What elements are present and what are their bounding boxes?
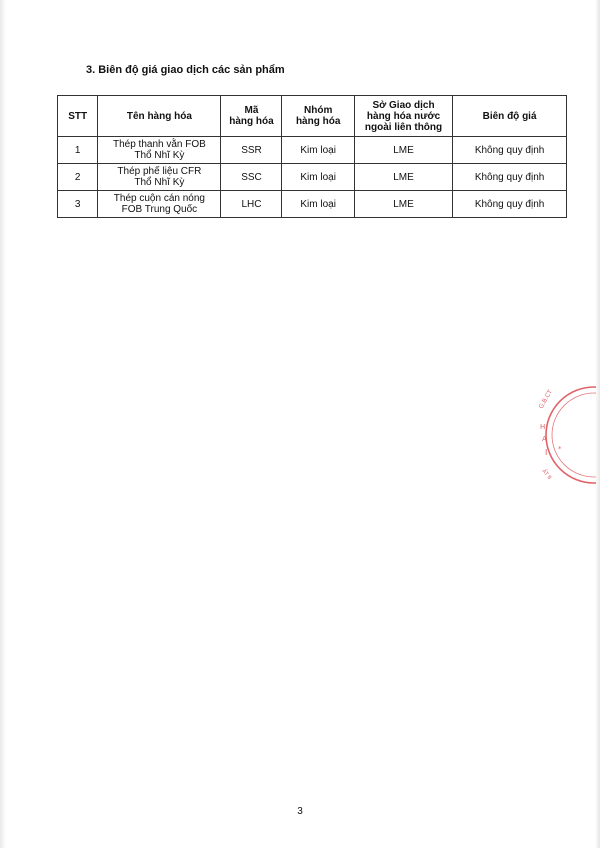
cell-stt: 1: [58, 137, 98, 164]
header-exchange: [354, 96, 452, 137]
cell-code: LHC: [221, 191, 282, 218]
cell-code: SSR: [221, 137, 282, 164]
header-name: [98, 96, 221, 137]
cell-name: [98, 164, 221, 191]
cell-range: Không quy định: [453, 137, 567, 164]
svg-text:*: *: [558, 445, 562, 453]
cell-range: Không quy định: [453, 191, 567, 218]
table-row: [58, 164, 567, 191]
price-range-table: [57, 95, 567, 218]
table-row: [58, 191, 567, 218]
header-group: [282, 96, 354, 137]
cell-name-line2: Thổ Nhĩ Kỳ: [134, 177, 185, 188]
cell-code: SSC: [221, 164, 282, 191]
header-code: [221, 96, 282, 137]
svg-text:A: A: [542, 435, 547, 443]
cell-group: Kim loại: [282, 137, 354, 164]
cell-name-line1: Thép thanh vằn FOB: [112, 139, 206, 150]
svg-text:G.B.CT: G.B.CT: [537, 388, 554, 410]
header-stt-label: STT: [68, 110, 88, 122]
cell-name: [98, 191, 221, 218]
cell-group: Kim loại: [282, 164, 354, 191]
page-number: 3: [297, 806, 303, 817]
cell-exchange: LME: [354, 191, 452, 218]
cell-name-line2: FOB Trung Quốc: [121, 204, 198, 215]
official-seal-stamp: [520, 385, 596, 485]
table-row: [58, 137, 567, 164]
cell-name-line2: Thổ Nhĩ Kỳ: [134, 150, 185, 161]
header-exchange-line1: Sở Giao dịch: [372, 99, 435, 111]
header-group-line1: Nhóm: [304, 105, 333, 116]
header-exchange-line2: hàng hóa nước: [366, 110, 441, 122]
header-range-label: Biên độ giá: [482, 110, 537, 122]
svg-text:ẤT B: ẤT B: [540, 468, 553, 482]
header-code-line2: hàng hóa: [229, 116, 274, 127]
header-exchange-line3: ngoài liên thông: [364, 121, 443, 133]
cell-exchange: LME: [354, 164, 452, 191]
header-range: [453, 96, 567, 137]
cell-group: Kim loại: [282, 191, 354, 218]
cell-stt: 2: [58, 164, 98, 191]
header-group-line2: hàng hóa: [295, 116, 341, 127]
cell-name-line1: Thép cuộn cán nóng: [113, 193, 205, 204]
seal-icon: [520, 385, 596, 485]
header-stt: [58, 96, 98, 137]
header-name-label: Tên hàng hóa: [126, 110, 192, 122]
section-heading: 3. Biên độ giá giao dịch các sản phẩm: [86, 64, 285, 76]
page-edge-left: [0, 0, 6, 848]
cell-name: [98, 137, 221, 164]
cell-range: Không quy định: [453, 164, 567, 191]
svg-text:I: I: [545, 448, 548, 457]
svg-text:H: H: [540, 423, 546, 431]
cell-name-line1: Thép phế liệu CFR: [117, 166, 202, 177]
header-code-line1: Mã: [244, 105, 259, 116]
cell-stt: 3: [58, 191, 98, 218]
cell-exchange: LME: [354, 137, 452, 164]
table-header-row: [58, 96, 567, 137]
